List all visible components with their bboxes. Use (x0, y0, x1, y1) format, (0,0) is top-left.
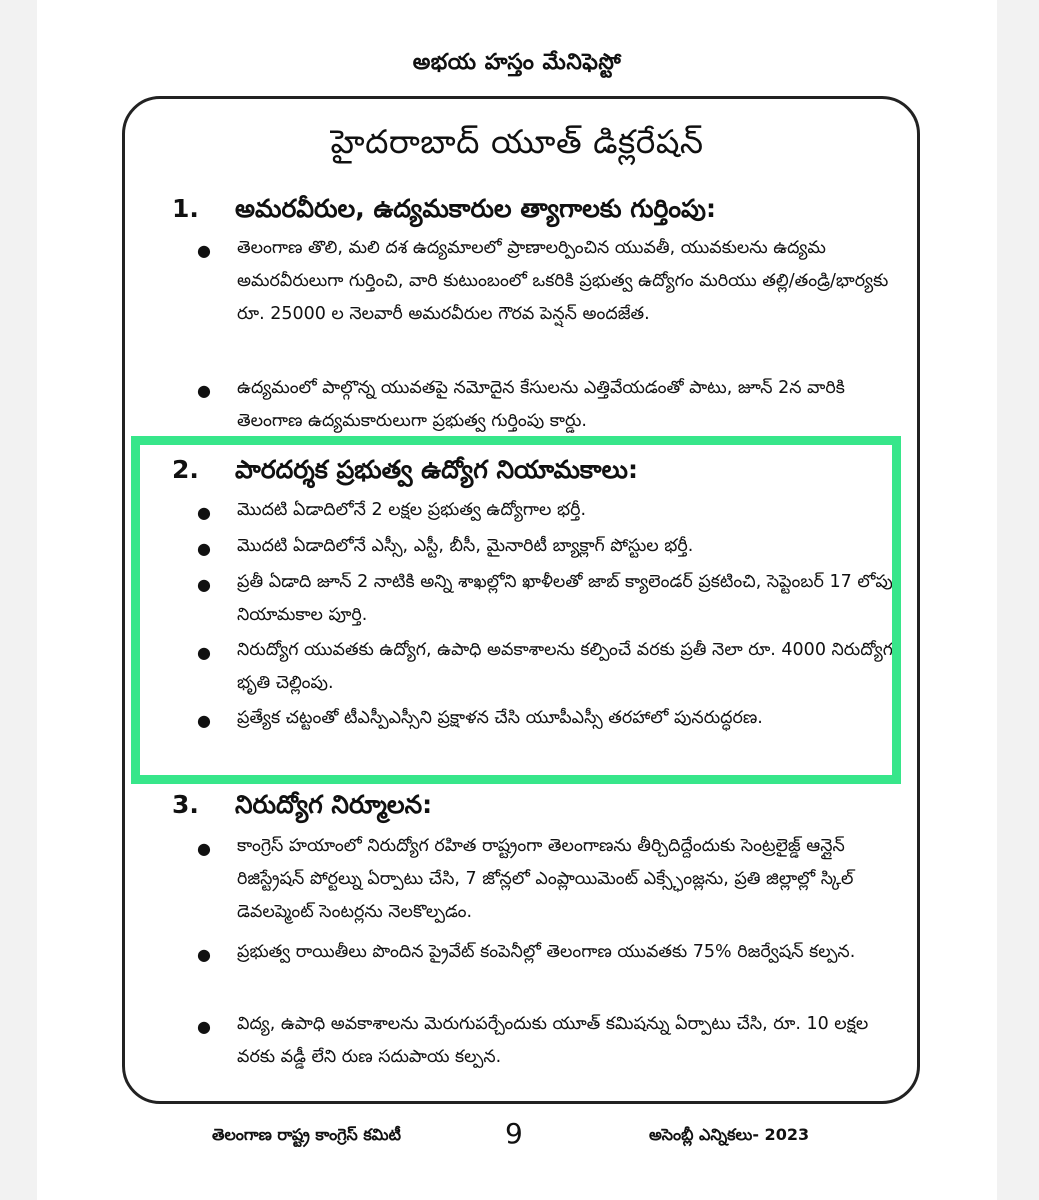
section-3-heading (172, 790, 912, 826)
section-heading-text: పారదర్శక ప్రభుత్వ ఉద్యోగ నియామకాలు: (235, 455, 638, 484)
bullet-icon: ● (197, 575, 211, 594)
list-item-text: ప్రతీ ఏడాది జూన్ 2 నాటికి అన్ని శాఖల్లోని ఖాళీలతో జాబ్ క్యాలెండర్ ప్రకటించి, సెప్టెంబర్ 17 లోపు నియామకాల పూర్తి. (237, 572, 893, 625)
section-heading-text: నిరుద్యోగ నిర్మూలన: (235, 790, 433, 819)
list-item-text: మొదటి ఏడాదిలోనే 2 లక్షల ప్రభుత్వ ఉద్యోగాల భర్తీ. (237, 500, 587, 520)
list-item (197, 830, 897, 929)
page-number: 9 (505, 1117, 523, 1150)
list-item-text: ప్రత్యేక చట్టంతో టీఎస్పీఎస్సీని ప్రక్షాళన చేసి యూపీఎస్సీ తరహాలో పునరుద్ధరణ. (237, 708, 763, 728)
list-item (197, 702, 897, 735)
bullet-icon: ● (197, 381, 211, 400)
section-number: 3. (172, 790, 199, 819)
list-item (197, 634, 897, 700)
list-item (197, 936, 897, 969)
list-item-text: మొదటి ఏడాదిలోనే ఎస్సీ, ఎస్టీ, బీసీ, మైనారిటీ బ్యాక్లాగ్ పోస్టుల భర్తీ. (237, 536, 694, 556)
section-number: 2. (172, 455, 199, 484)
list-item (197, 1008, 897, 1074)
bullet-icon: ● (197, 241, 211, 260)
bullet-icon: ● (197, 539, 211, 558)
list-item (197, 530, 897, 563)
bullet-icon: ● (197, 945, 211, 964)
list-item (197, 566, 897, 632)
footer-committee: తెలంగాణ రాష్ట్ర కాంగ్రెస్ కమిటీ (212, 1125, 401, 1144)
section-heading-text: అమరవీరుల, ఉద్యమకారుల త్యాగాలకు గుర్తింపు: (235, 194, 716, 223)
list-item (197, 232, 897, 331)
list-item-text: నిరుద్యోగ యువతకు ఉద్యోగ, ఉపాధి అవకాశాలను కల్పించే వరకు ప్రతీ నెలా రూ. 4000 నిరుద్యోగ భృతి చెల్లింపు. (237, 640, 893, 693)
bullet-icon: ● (197, 503, 211, 522)
bullet-icon: ● (197, 839, 211, 858)
document-page (37, 0, 997, 1200)
manifesto-header-title: అభయ హస్తం మేనిఫెస్టో (412, 50, 622, 75)
bullet-icon: ● (197, 711, 211, 730)
section-2-heading (172, 455, 912, 491)
list-item (197, 494, 897, 527)
list-item-text: కాంగ్రెస్ హయాంలో నిరుద్యోగ రహిత రాష్ట్రంగా తెలంగాణను తీర్చిదిద్దేందుకు సెంట్రలైజ్డ్ ఆన్లైన్ రిజిస్ట్రేషన్ పోర్టల్ను ఏర్పాటు చేసి, 7 జోన్లలో ఎంప్లాయిమెంట్ ఎక్స్ఛేంజ్లను, ప్రతి జిల్లాల్లో స్కిల్ డెవలప్మెంట్ సెంటర్లను నెలకొల్పడం. (237, 836, 854, 922)
section-number: 1. (172, 194, 199, 223)
list-item-text: ఉద్యమంలో పాల్గొన్న యువతపై నమోదైన కేసులను ఎత్తివేయడంతో పాటు, జూన్ 2న వారికి తెలంగాణ ఉద్యమకారులుగా ప్రభుత్వ గుర్తింపు కార్డు. (237, 378, 845, 431)
list-item-text: తెలంగాణ తొలి, మలి దశ ఉద్యమాలలో ప్రాణాలర్పించిన యువతీ, యువకులను ఉద్యమ అమరవీరులుగా గుర్తించి, వారి కుటుంబంలో ఒకరికి ప్రభుత్వ ఉద్యోగం మరియు తల్లి/తండ్రి/భార్యకు రూ. 25000 ల నెలవారీ అమరవీరుల గౌరవ పెన్షన్ అందజేత. (237, 238, 889, 324)
declaration-title: హైదరాబాద్ యూత్ డిక్లరేషన్ (330, 122, 704, 161)
section-1-heading (172, 194, 912, 230)
list-item (197, 372, 897, 438)
bullet-icon: ● (197, 643, 211, 662)
list-item-text: విద్య, ఉపాధి అవకాశాలను మెరుగుపర్చేందుకు యూత్ కమిషన్ను ఏర్పాటు చేసి, రూ. 10 లక్షల వరకు వడ్డీ లేని రుణ సదుపాయ కల్పన. (237, 1014, 869, 1067)
bullet-icon: ● (197, 1017, 211, 1036)
footer-elections: అసెంబ్లీ ఎన్నికలు- 2023 (649, 1125, 810, 1144)
list-item-text: ప్రభుత్వ రాయితీలు పొందిన ప్రైవేట్ కంపెనీల్లో తెలంగాణ యువతకు 75% రిజర్వేషన్ కల్పన. (237, 942, 856, 962)
